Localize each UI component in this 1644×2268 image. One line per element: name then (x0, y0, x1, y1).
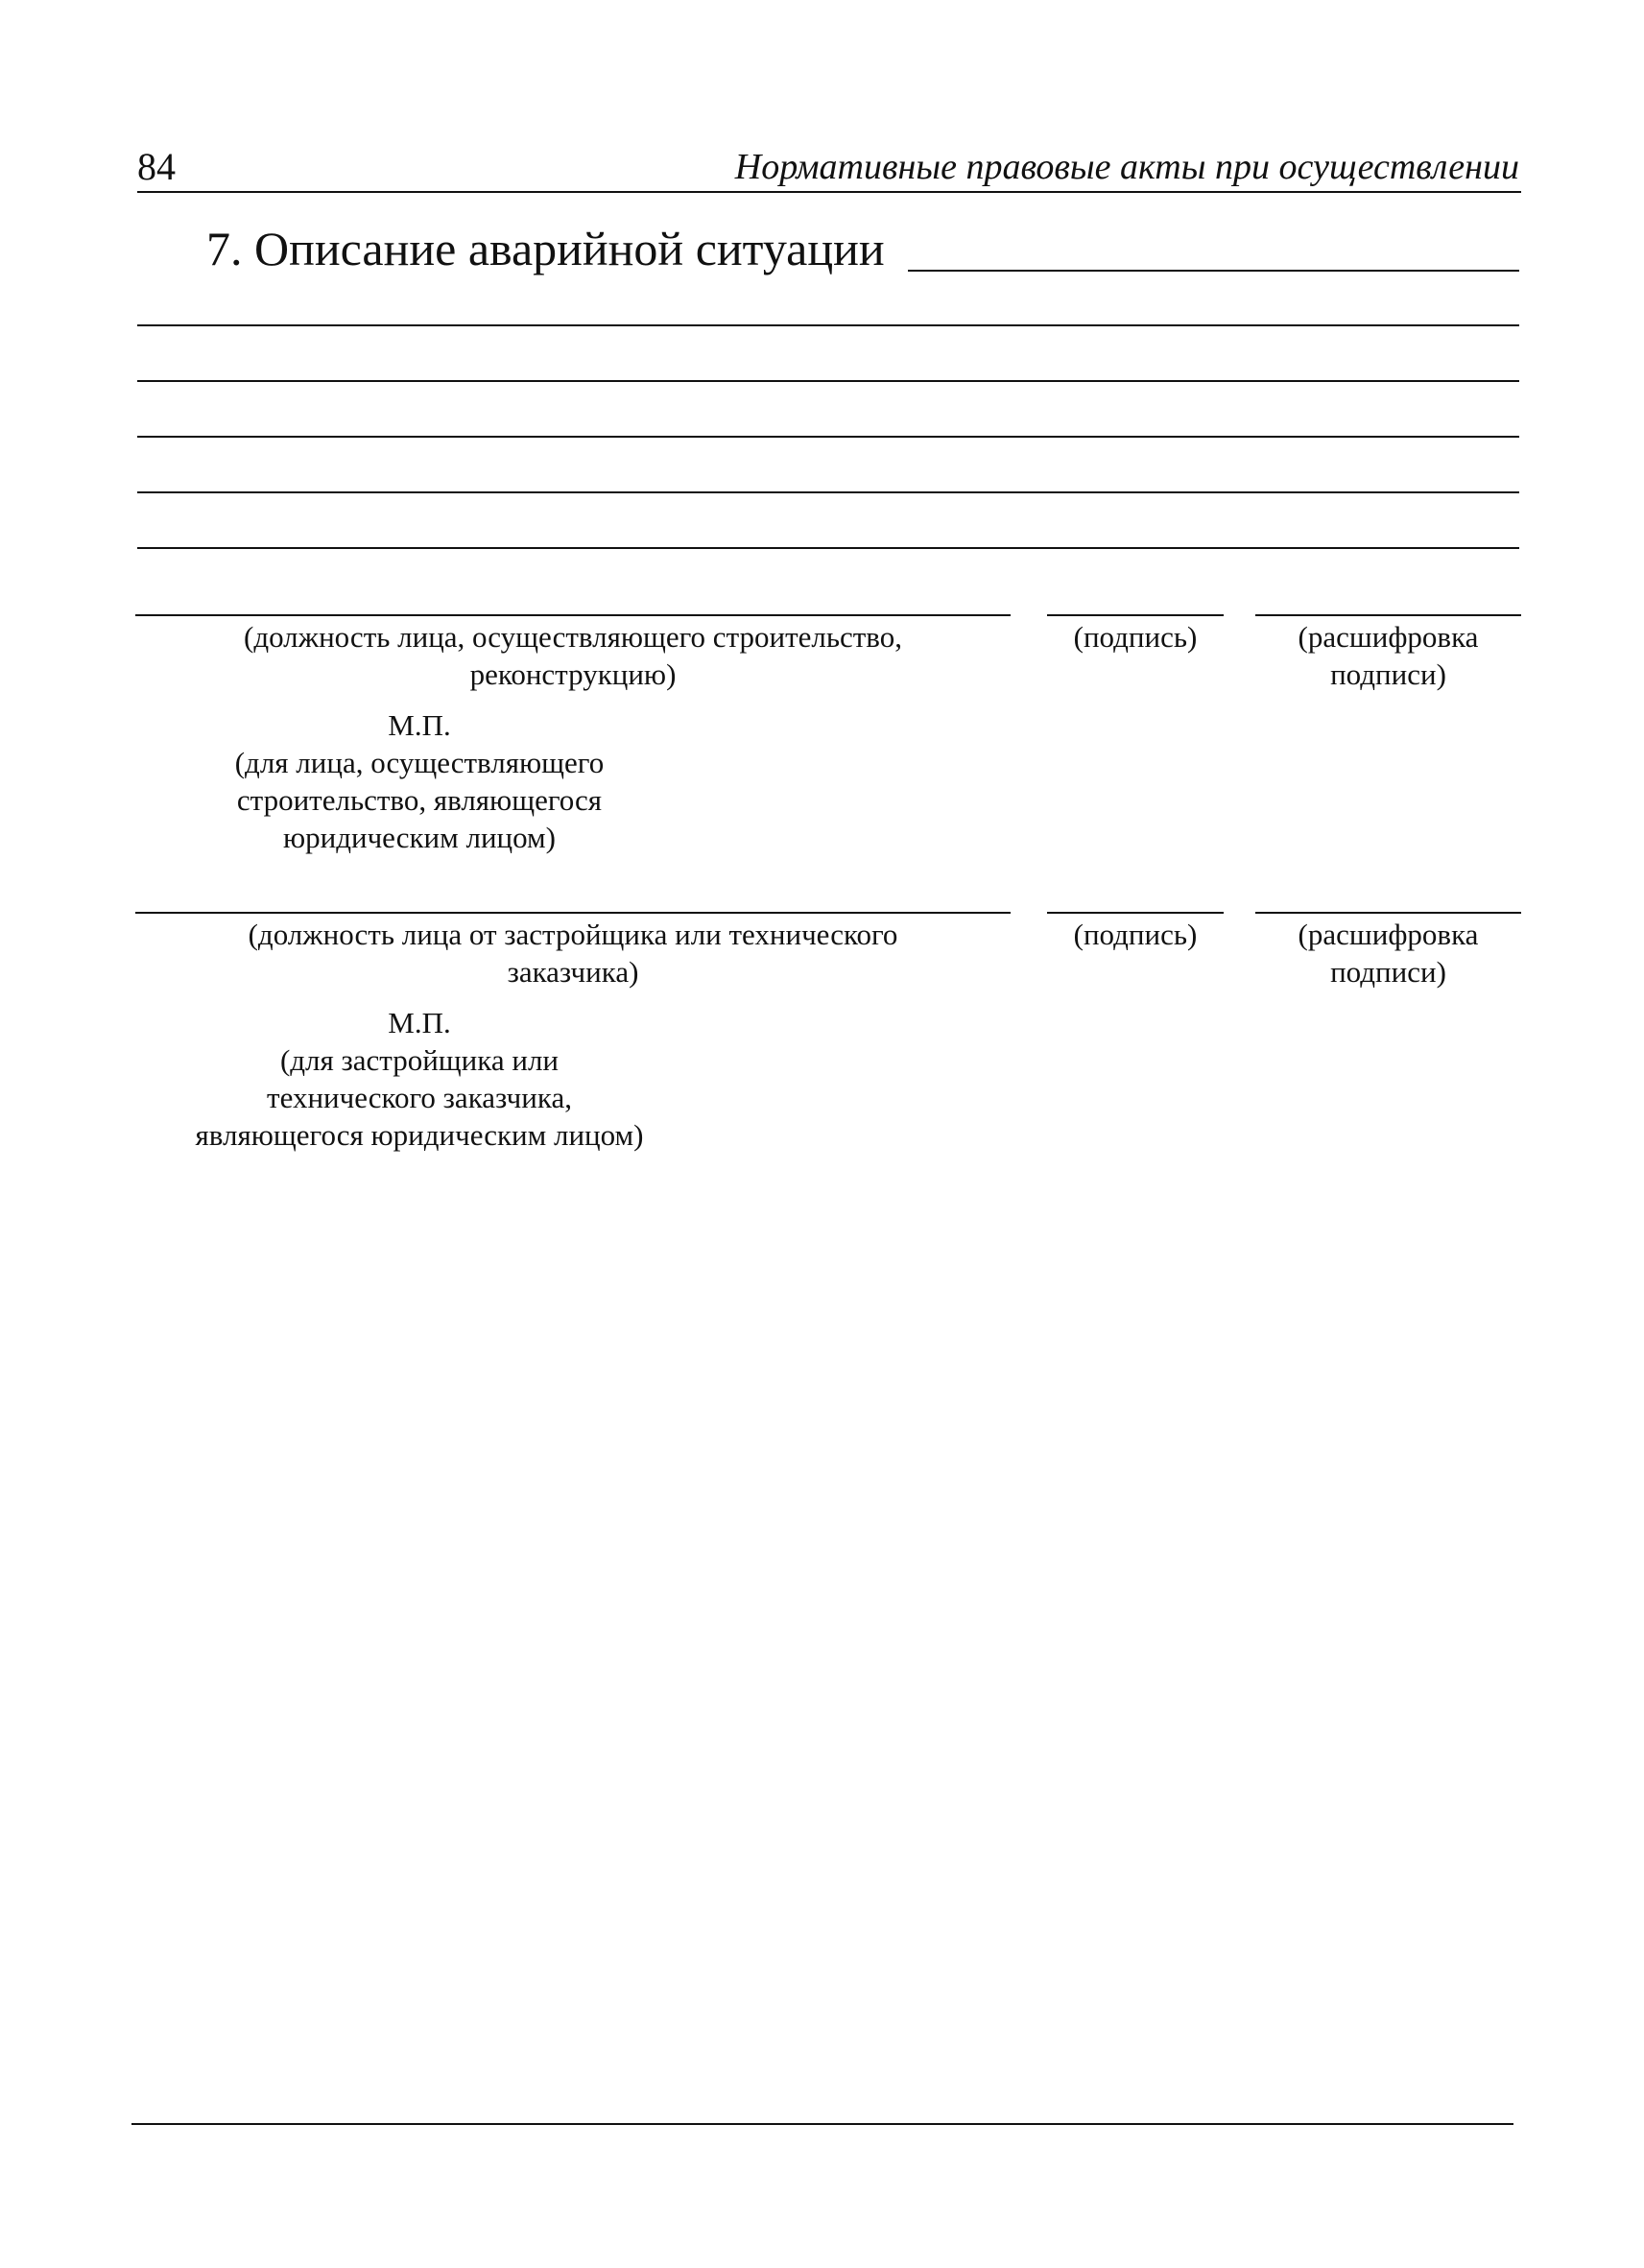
decoding-caption-line: (расшифровка (1298, 918, 1479, 951)
stamp-note-line: (для лица, осуществляющего (234, 746, 605, 779)
position-line[interactable] (135, 614, 1011, 616)
signature-line[interactable] (1047, 614, 1224, 616)
stamp-note-line: являющегося юридическим лицом) (195, 1118, 644, 1152)
decoding-caption-line: подписи) (1330, 657, 1446, 691)
signature-caption: (подпись) (1073, 918, 1198, 951)
description-line-4[interactable] (137, 491, 1519, 493)
stamp-label: М.П. (388, 708, 451, 742)
position-caption-line: (должность лица, осуществляющего строительство, (244, 620, 902, 654)
running-title: Нормативные правовые акты при осуществлении (734, 147, 1519, 187)
decoding-caption (1246, 916, 1531, 991)
position-caption-line: (должность лица от застройщика или технического (248, 918, 898, 951)
decoding-caption (1246, 618, 1531, 693)
section-heading: 7. Описание аварийной ситуации (206, 222, 885, 275)
description-line-5[interactable] (137, 547, 1519, 549)
stamp-block (146, 706, 693, 856)
stamp-note-line: (для застройщика или (279, 1043, 560, 1077)
header-rule (137, 191, 1521, 193)
position-caption (135, 618, 1011, 693)
description-line-3[interactable] (137, 436, 1519, 438)
stamp-block (134, 1004, 704, 1154)
footer-rule (131, 2123, 1513, 2125)
position-caption (135, 916, 1011, 991)
position-line[interactable] (135, 912, 1011, 914)
position-caption-line: реконструкцию) (469, 657, 677, 691)
description-line-2[interactable] (137, 380, 1519, 382)
signature-caption: (подпись) (1073, 620, 1198, 654)
page-number: 84 (137, 145, 176, 188)
stamp-note-line: юридическим лицом) (282, 821, 556, 854)
stamp-note-line: строительство, являющегося (236, 783, 603, 817)
signature-line[interactable] (1047, 912, 1224, 914)
description-line-1[interactable] (137, 324, 1519, 326)
decoding-caption-line: (расшифровка (1298, 620, 1479, 654)
stamp-note-line: технического заказчика, (267, 1081, 572, 1114)
stamp-label: М.П. (388, 1006, 451, 1039)
description-fill-line[interactable] (908, 270, 1519, 272)
position-caption-line: заказчика) (507, 955, 639, 989)
decoding-line[interactable] (1255, 614, 1521, 616)
decoding-line[interactable] (1255, 912, 1521, 914)
decoding-caption-line: подписи) (1330, 955, 1446, 989)
